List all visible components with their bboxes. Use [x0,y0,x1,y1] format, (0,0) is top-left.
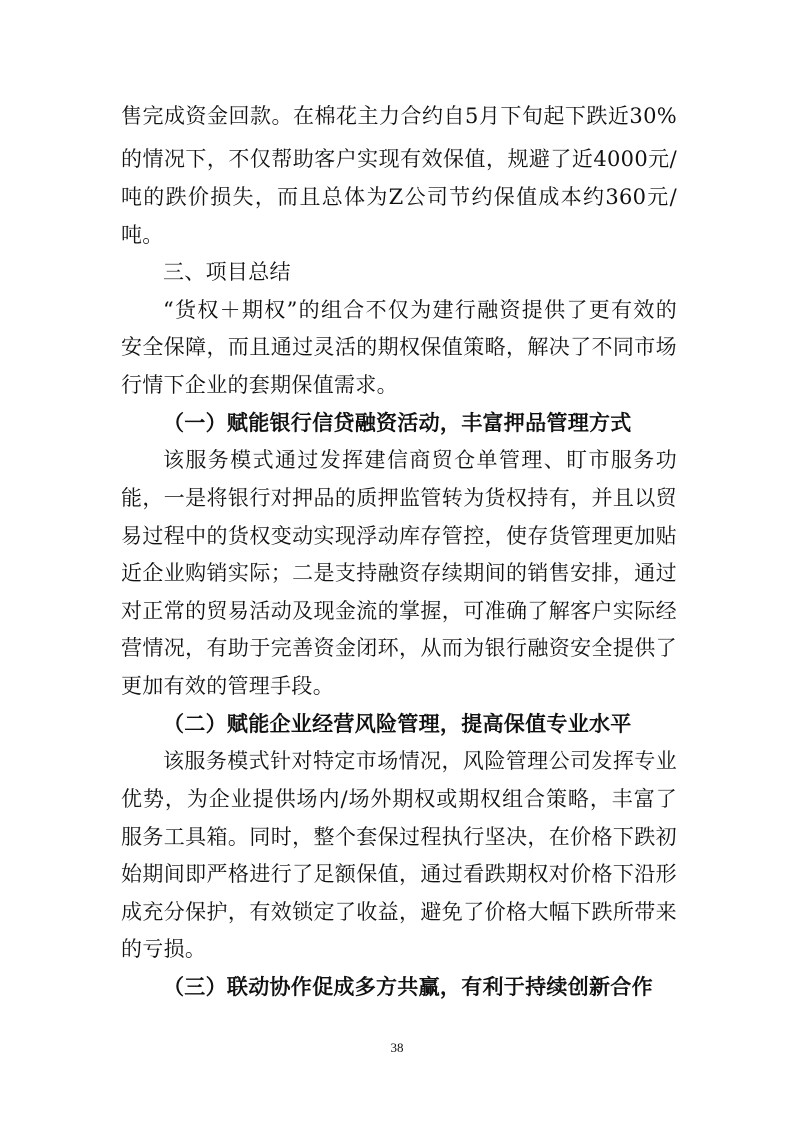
body-text-line: 近企业购销实际；二是支持融资存续期间的销售安排，通过 [121,561,677,585]
subsection-heading: （二）赋能企业经营风险管理，提高保值专业水平 [163,711,632,736]
body-text-line: 更加有效的管理手段。 [121,674,334,698]
section-heading: 三、项目总结 [163,260,291,284]
page-number: 38 [390,1040,404,1055]
body-text-line: 营情况，有助于完善资金闭环，从而为银行融资安全提供了 [121,636,677,660]
subsection-heading: （三）联动协作促成多方共赢，有利于持续创新合作 [163,974,653,999]
body-text-line: 能，一是将银行对押品的质押监管转为货权持有，并且以贸 [121,486,677,510]
body-text-line: 对正常的贸易活动及现金流的掌握，可准确了解客户实际经 [121,599,677,623]
body-text-line: “货权＋期权”的组合不仅为建行融资提供了更有效的 [163,298,677,322]
body-text-line: 该服务模式通过发挥建信商贸仓单管理、盯市服务功 [163,448,677,472]
body-text-line: 售完成资金回款。在棉花主力合约自5月下旬起下跌近30% [121,104,677,128]
body-text-line: 的情况下，不仅帮助客户实现有效保值，规避了近4000元/ [121,147,677,171]
subsection-heading: （一）赋能银行信贷融资活动，丰富押品管理方式 [163,410,632,435]
body-text-line: 安全保障，而且通过灵活的期权保值策略，解决了不同市场 [121,335,677,359]
body-text-line: 行情下企业的套期保值需求。 [121,373,398,397]
body-text-line: 易过程中的货权变动实现浮动库存管控，使存货管理更加贴 [121,524,677,548]
body-text-line: 成充分保护，有效锁定了收益，避免了价格大幅下跌所带来 [121,900,677,924]
body-text-line: 吨的跌价损失，而且总体为Z公司节约保值成本约360元/ [121,185,677,209]
body-text-line: 吨。 [121,223,164,247]
body-text-line: 始期间即严格进行了足额保值，通过看跌期权对价格下沿形 [121,862,677,886]
body-text-line: 优势，为企业提供场内/场外期权或期权组合策略，丰富了 [121,787,677,811]
body-text-line: 的亏损。 [121,937,207,961]
body-text-line: 服务工具箱。同时，整个套保过程执行坚决，在价格下跌初 [121,825,677,849]
body-text-line: 该服务模式针对特定市场情况，风险管理公司发挥专业 [163,749,677,773]
